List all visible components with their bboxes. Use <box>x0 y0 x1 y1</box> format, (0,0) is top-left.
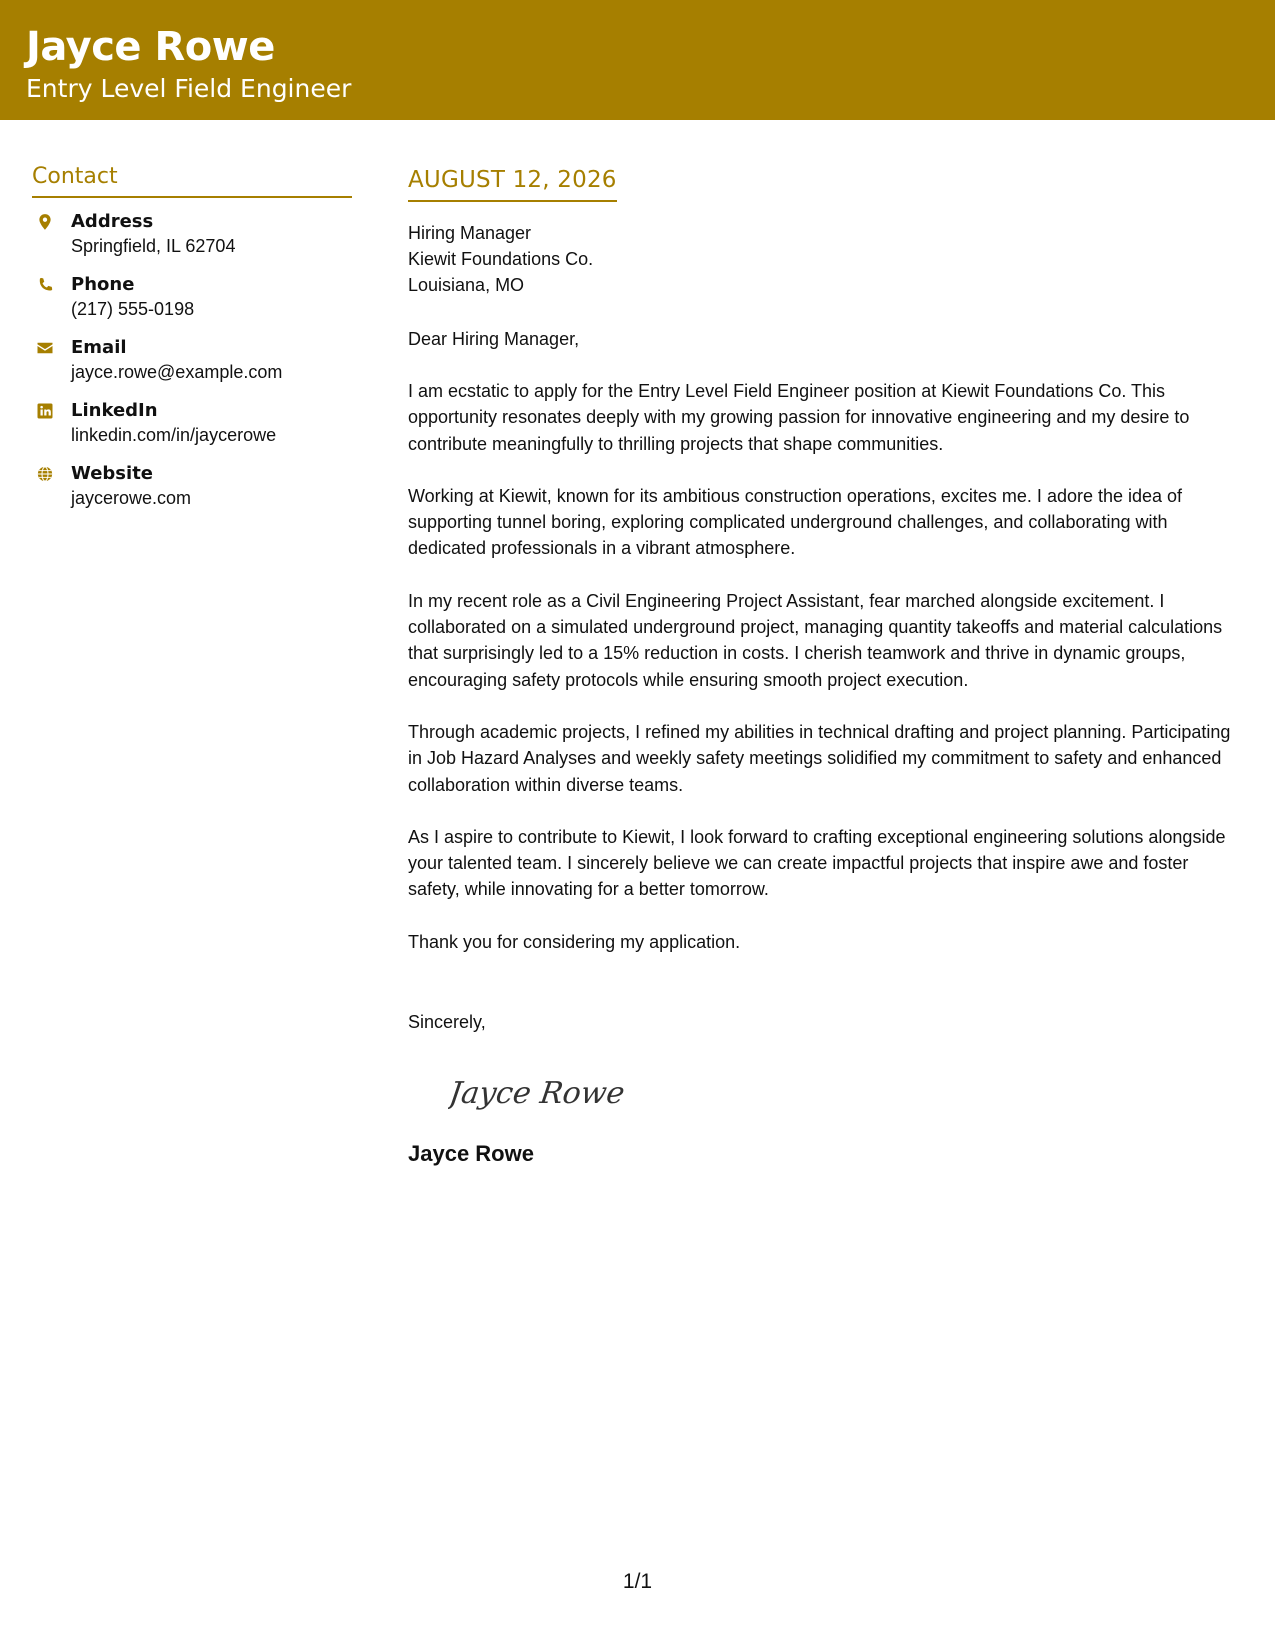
page-number: 1/1 <box>622 1570 653 1593</box>
letter-paragraph: Working at Kiewit, known for its ambitious construction operations, excites me. I adore the idea of supporting tunnel boring, exploring complicated underground challenges, and collaborating with dedicated professionals in a vibrant atmosphere. <box>408 485 1183 559</box>
header-banner <box>0 0 1275 120</box>
recipient-block <box>408 220 1238 298</box>
contact-label: Address <box>71 211 154 232</box>
contact-item-email <box>32 336 352 399</box>
letter-paragraph: Through academic projects, I refined my abilities in technical drafting and project planning. Participating in Job Hazard Analyses and weekly safety meetings solidified my commitment to safety and enhanced collaboration within diverse teams. <box>408 721 1231 795</box>
contact-label: Website <box>71 463 154 484</box>
envelope-icon <box>36 339 54 357</box>
contact-item-website <box>32 462 352 525</box>
map-pin-icon <box>36 213 54 231</box>
signature-text: Jayce Rowe <box>448 1076 627 1112</box>
recipient-line: Louisiana, MO <box>408 275 525 295</box>
contact-label: Email <box>71 337 127 358</box>
contact-value[interactable]: jaycerowe.com <box>71 488 192 508</box>
phone-icon <box>36 276 54 294</box>
applicant-name: Jayce Rowe <box>26 24 275 70</box>
contact-sidebar <box>32 162 352 525</box>
letter-paragraph: Thank you for considering my application. <box>408 931 741 952</box>
contact-value[interactable]: jayce.rowe@example.com <box>71 362 283 382</box>
letter-date: AUGUST 12, 2026 <box>408 164 617 202</box>
letter-paragraph: In my recent role as a Civil Engineering Project Assistant, fear marched alongside excitement. I collaborated on a simulated underground project, managing quantity takeoffs and material calculations that surprisingly led to a 15% reduction in costs. I cherish teamwork and thrive in dynamic groups, encouraging safety protocols while ensuring smooth project execution. <box>408 590 1223 690</box>
contact-value[interactable]: linkedin.com/in/jaycerowe <box>71 425 277 445</box>
closing-line: Sincerely, <box>408 1012 486 1033</box>
salutation: Dear Hiring Manager, <box>408 329 580 349</box>
contact-label: Phone <box>71 274 135 295</box>
globe-icon <box>36 465 54 483</box>
contact-value: (217) 555-0198 <box>71 299 195 319</box>
contact-label: LinkedIn <box>71 400 158 421</box>
contact-item-linkedin <box>32 399 352 462</box>
contact-heading: Contact <box>32 162 352 198</box>
contact-item-phone <box>32 273 352 336</box>
letter-paragraph: As I aspire to contribute to Kiewit, I look forward to crafting exceptional engineering solutions alongside your talented team. I sincerely believe we can create impactful projects that inspire awe and foster safety, while innovating for a better tomorrow. <box>408 826 1226 900</box>
contact-item-address <box>32 210 352 273</box>
recipient-line: Hiring Manager <box>408 223 532 243</box>
signed-name: Jayce Rowe <box>408 1141 534 1167</box>
applicant-job-title: Entry Level Field Engineer <box>26 74 352 103</box>
letter-paragraph: I am ecstatic to apply for the Entry Level Field Engineer position at Kiewit Foundations Co. This opportunity resonates deeply with my growing passion for innovative engineering and my desire to contribute meaningfully to thrilling projects that shape communities. <box>408 381 1190 454</box>
linkedin-icon <box>36 402 54 420</box>
contact-value: Springfield, IL 62704 <box>71 236 236 256</box>
letter-body <box>408 164 1238 1168</box>
handwritten-signature <box>448 1061 638 1121</box>
recipient-line: Kiewit Foundations Co. <box>408 249 594 269</box>
